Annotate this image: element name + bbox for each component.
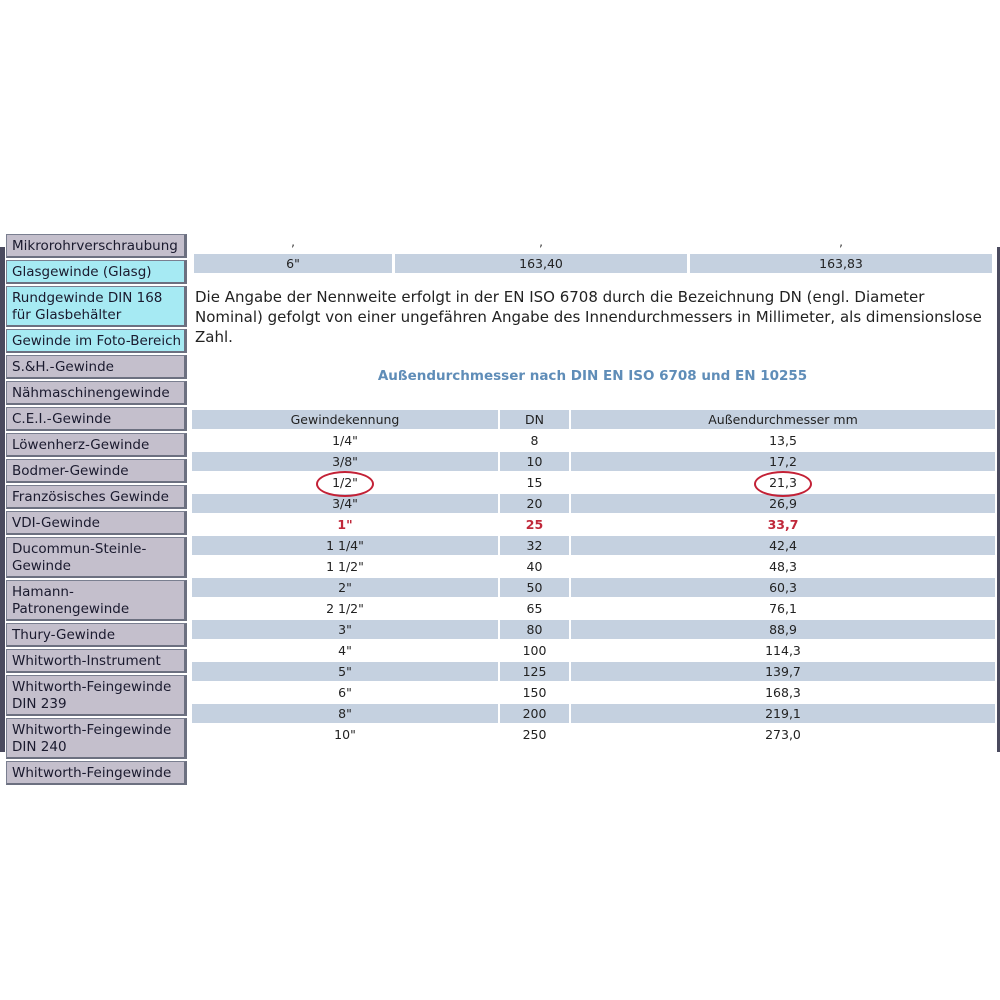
sidebar-item[interactable]: Whitworth-Instrument [6,649,187,673]
sidebar-item-cut[interactable]: Mikrorohrverschraubung [6,234,187,258]
top-table-cell: , [291,235,295,249]
table-row [192,683,995,704]
cell-thread: 4" [192,641,498,662]
cell-dn: 20 [500,494,569,515]
table-row [192,536,995,557]
cell-thread: 6" [192,683,498,704]
top-table-cell: 6" [194,254,392,273]
cell-outer-diameter: 17,2 [571,452,995,473]
cell-thread: 3/8" [192,452,498,473]
cell-outer-diameter: 219,1 [571,704,995,725]
cell-thread: 2" [192,578,498,599]
sidebar-item[interactable]: Thury-Gewinde [6,623,187,647]
cell-outer-diameter: 168,3 [571,683,995,704]
table-row [192,599,995,620]
sidebar-item[interactable]: Ducommun-Steinle-Gewinde [6,537,187,578]
cell-thread: 1 1/2" [192,557,498,578]
top-table-cell: 163,40 [395,254,687,273]
diameter-table [190,410,997,746]
cell-outer-diameter: 114,3 [571,641,995,662]
table-row [192,704,995,725]
sidebar-item[interactable]: VDI-Gewinde [6,511,187,535]
cell-dn: 250 [500,725,569,746]
table-row [192,431,995,452]
cell-outer-diameter: 139,7 [571,662,995,683]
sidebar-item[interactable]: C.E.I.-Gewinde [6,407,187,431]
sidebar-item[interactable]: Französisches Gewinde [6,485,187,509]
top-table-cell: , [839,235,843,249]
top-table-cell: 163,83 [690,254,992,273]
cell-thread: 1" [192,515,498,536]
cell-outer-diameter: 88,9 [571,620,995,641]
table-row [192,557,995,578]
cell-outer-diameter: 33,7 [571,515,995,536]
sidebar-item[interactable]: Hamann-Patronengewinde [6,580,187,621]
sidebar-item[interactable]: Bodmer-Gewinde [6,459,187,483]
sidebar-item[interactable]: Glasgewinde (Glasg) [6,260,187,284]
cell-thread: 2 1/2" [192,599,498,620]
cell-outer-diameter: 60,3 [571,578,995,599]
column-header-thread: Gewindekennung [192,410,498,431]
table-title: Außendurchmesser nach DIN EN ISO 6708 und EN 10255 [377,368,808,384]
intro-paragraph: Die Angabe der Nennweite erfolgt in der EN ISO 6708 durch die Bezeichnung DN (engl. Diameter Nominal) gefolgt von einer ungefähren Angabe des Innendurchmessers in Millimeter, als dimensionslose Zahl. [195,288,982,346]
cell-thread: 1/2" [192,473,498,494]
cell-thread: 1/4" [192,431,498,452]
table-row [192,515,995,536]
cell-dn: 100 [500,641,569,662]
column-header-outer-diameter: Außendurchmesser mm [571,410,995,431]
sidebar-item[interactable]: Rundgewinde DIN 168 für Glasbehälter [6,286,187,327]
sidebar-item[interactable]: Whitworth-Feingewinde DIN 240 [6,718,187,759]
table-header-row [192,410,995,431]
table-row [192,578,995,599]
sidebar-item[interactable]: Löwenherz-Gewinde [6,433,187,457]
cell-dn: 80 [500,620,569,641]
top-table-cut-row [194,233,995,251]
column-header-dn: DN [500,410,569,431]
cell-dn: 125 [500,662,569,683]
cell-thread: 1 1/4" [192,536,498,557]
cell-thread: 10" [192,725,498,746]
sidebar-item[interactable]: Whitworth-Feingewinde DIN 239 [6,675,187,716]
cell-thread: 3" [192,620,498,641]
cell-dn: 50 [500,578,569,599]
cell-outer-diameter: 42,4 [571,536,995,557]
top-table-cell: , [539,235,543,249]
cell-dn: 25 [500,515,569,536]
cell-dn: 10 [500,452,569,473]
cell-dn: 150 [500,683,569,704]
sidebar-item[interactable]: S.&H.-Gewinde [6,355,187,379]
cell-outer-diameter: 76,1 [571,599,995,620]
table-row [192,662,995,683]
sidebar-item[interactable]: Whitworth-Feingewinde [6,761,187,785]
cell-outer-diameter: 13,5 [571,431,995,452]
cell-dn: 8 [500,431,569,452]
cell-dn: 65 [500,599,569,620]
cell-dn: 200 [500,704,569,725]
top-table-row [194,254,995,273]
table-row [192,725,995,746]
cell-outer-diameter: 48,3 [571,557,995,578]
table-row [192,473,995,494]
table-row [192,452,995,473]
sidebar-nav [0,234,188,787]
cell-thread: 8" [192,704,498,725]
cell-dn: 32 [500,536,569,557]
cell-dn: 40 [500,557,569,578]
sidebar-item[interactable]: Gewinde im Foto-Bereich [6,329,187,353]
cell-outer-diameter: 273,0 [571,725,995,746]
table-row [192,641,995,662]
cell-dn: 15 [500,473,569,494]
cell-outer-diameter: 21,3 [571,473,995,494]
cell-outer-diameter: 26,9 [571,494,995,515]
screenshot-crop [0,235,1000,781]
cell-thread: 3/4" [192,494,498,515]
sidebar-item[interactable]: Nähmaschinengewinde [6,381,187,405]
cell-thread: 5" [192,662,498,683]
main-content [190,235,1000,752]
table-row [192,494,995,515]
table-row [192,620,995,641]
